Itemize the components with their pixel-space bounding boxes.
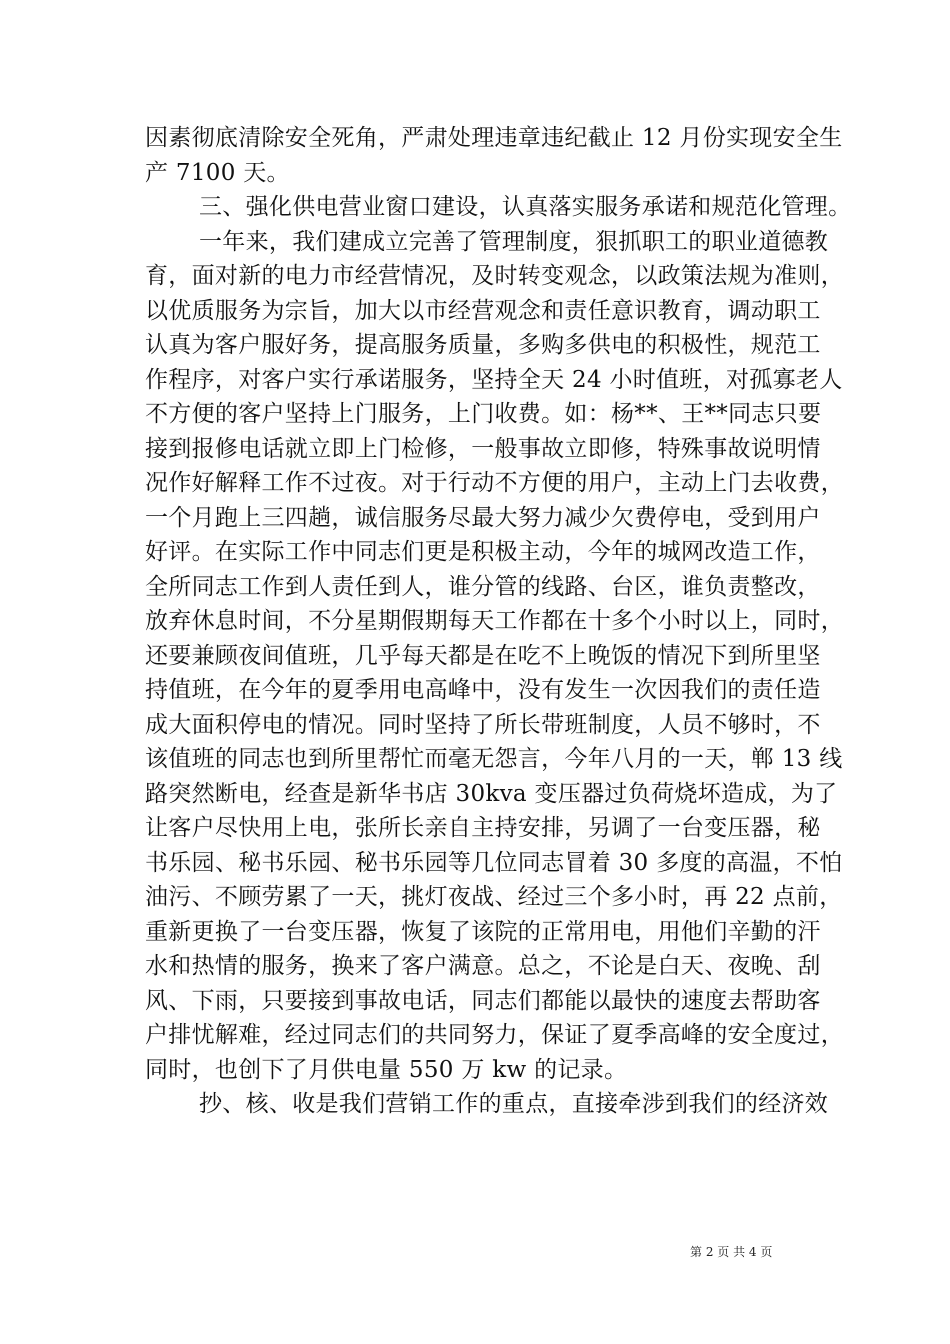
- text-line: 作程序，对客户实行承诺服务，坚持全天 24 小时值班，对孤寡老人: [145, 366, 843, 393]
- text-line: 路突然断电，经查是新华书店 30kva 变压器过负荷烧坏造成，为了: [145, 780, 838, 807]
- text-line: 重新更换了一台变压器，恢复了该院的正常用电，用他们辛勤的汗: [145, 918, 821, 945]
- text-line: 况作好解释工作不过夜。对于行动不方便的用户，主动上门去收费，: [145, 470, 844, 496]
- text-line: 认真为客户服好务，提高服务质量，多购多供电的积极性，规范工: [145, 332, 821, 358]
- text-line: 三、强化供电营业窗口建设，认真落实服务承诺和规范化管理。: [199, 194, 852, 220]
- text-line: 以优质服务为宗旨，加大以市经营观念和责任意识教育，调动职工: [145, 297, 821, 324]
- text-line: 抄、核、收是我们营销工作的重点，直接牵涉到我们的经济效: [199, 1091, 829, 1117]
- document-body: [145, 121, 852, 1122]
- page-number-footer: 第 2 页 共 4 页: [690, 1245, 773, 1259]
- text-line: 户排忧解难，经过同志们的共同努力，保证了夏季高峰的安全度过，: [145, 1022, 844, 1048]
- text-line: 水和热情的服务，换来了客户满意。总之，不论是白天、夜晚、刮: [145, 953, 821, 979]
- text-line: 一年来，我们建成立完善了管理制度，狠抓职工的职业道德教: [199, 228, 829, 255]
- text-line: 书乐园、秘书乐园、秘书乐园等几位同志冒着 30 多度的高温，不怕: [145, 849, 843, 876]
- text-line: 全所同志工作到人责任到人，谁分管的线路、台区，谁负责整改，: [145, 573, 821, 600]
- text-line: 不方便的客户坚持上门服务，上门收费。如：杨**、王**同志只要: [145, 401, 822, 427]
- text-line: 产 7100 天。: [145, 159, 290, 186]
- text-line: 油污、不顾劳累了一天，挑灯夜战、经过三个多小时，再 22 点前，: [145, 884, 843, 910]
- text-line: 放弃休息时间，不分星期假期每天工作都在十多个小时以上，同时，: [145, 608, 844, 634]
- text-line: 一个月跑上三四趟，诚信服务尽最大努力减少欠费停电，受到用户: [145, 504, 821, 531]
- text-line: 该值班的同志也到所里帮忙而毫无怨言，今年八月的一天，郸 13 线: [145, 746, 843, 772]
- text-line: 还要兼顾夜间值班，几乎每天都是在吃不上晚饭的情况下到所里坚: [145, 642, 821, 669]
- text-line: 接到报修电话就立即上门检修，一般事故立即修，特殊事故说明情: [145, 435, 821, 462]
- text-line: 风、下雨，只要接到事故电话，同志们都能以最快的速度去帮助客: [145, 987, 821, 1014]
- text-line: 持值班，在今年的夏季用电高峰中，没有发生一次因我们的责任造: [145, 677, 821, 703]
- text-line: 育，面对新的电力市经营情况，及时转变观念，以政策法规为准则，: [145, 263, 844, 289]
- text-line: 因素彻底清除安全死角，严肃处理违章违纪截止 12 月份实现安全生: [145, 125, 843, 151]
- text-line: 成大面积停电的情况。同时坚持了所长带班制度，人员不够时，不: [145, 711, 821, 738]
- text-line: 同时，也创下了月供电量 550 万 kw 的记录。: [145, 1056, 628, 1083]
- text-line: 让客户尽快用上电，张所长亲自主持安排，另调了一台变压器，秘: [145, 815, 821, 841]
- text-line: 好评。在实际工作中同志们更是积极主动，今年的城网改造工作，: [145, 539, 821, 565]
